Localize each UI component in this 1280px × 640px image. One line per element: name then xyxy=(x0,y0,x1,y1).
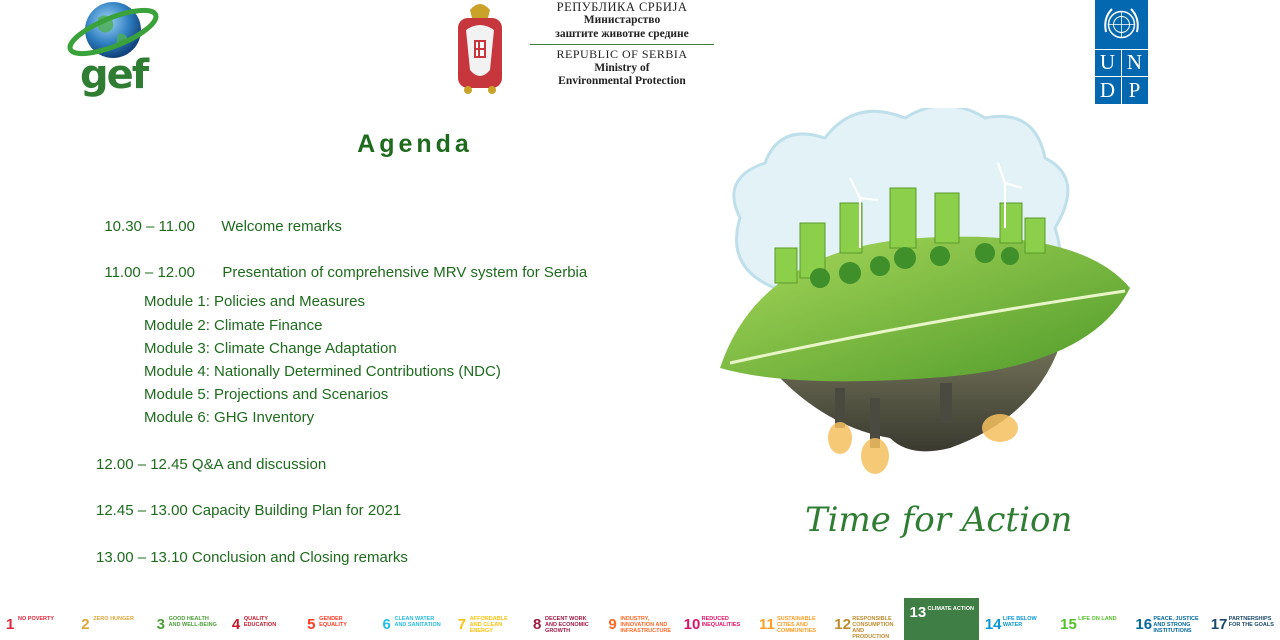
sdg-number: 7 xyxy=(457,616,467,633)
agenda-title: Agenda xyxy=(357,130,473,158)
sdg-goal-6 xyxy=(376,598,451,640)
ministry-latin-line1: Ministry of xyxy=(594,61,650,74)
sdg-number: 14 xyxy=(984,616,1002,633)
sdg-goal-8 xyxy=(527,598,602,640)
agenda-module: Module 4: Nationally Determined Contributions (NDC) xyxy=(144,363,501,380)
undp-letter: U xyxy=(1099,50,1116,74)
ministry-latin-line2: Environmental Protection xyxy=(558,74,686,87)
sdg-goal-13 xyxy=(904,598,979,640)
sdg-goal-1 xyxy=(0,598,75,640)
sdg-goal-7 xyxy=(452,598,527,640)
ministry-cyrillic-line2: заштите животне средине xyxy=(555,27,689,40)
sdg-goal-16 xyxy=(1129,598,1204,640)
agenda-item xyxy=(96,247,587,281)
agenda-item: 12.00 – 12.45 Q&A and discussion xyxy=(96,456,327,473)
sdg-number: 10 xyxy=(683,616,701,633)
sdg-label: GENDER EQUALITY xyxy=(319,616,347,629)
sdg-goal-4 xyxy=(226,598,301,640)
sdg-goal-17 xyxy=(1205,598,1280,640)
sdg-label: LIFE BELOW WATER xyxy=(1002,616,1037,629)
sdg-number: 9 xyxy=(608,616,617,633)
agenda-time: 11.00 – 12.00 xyxy=(104,264,195,281)
sdg-label: LIFE ON LAND xyxy=(1078,616,1117,622)
sdg-goal-9 xyxy=(602,598,677,640)
sdg-goal-2 xyxy=(75,598,150,640)
eco-leaf-illustration xyxy=(700,108,1160,498)
sdg-label: PEACE, JUSTICE AND STRONG INSTITUTIONS xyxy=(1153,616,1199,635)
serbia-coat-of-arms-icon xyxy=(452,0,508,104)
undp-logo xyxy=(1095,0,1148,104)
sdg-number: 6 xyxy=(382,616,391,633)
agenda-time: 10.30 – 11.00 xyxy=(104,218,195,235)
sdg-label: QUALITY EDUCATION xyxy=(243,616,277,629)
sdg-label: NO POVERTY xyxy=(18,616,55,622)
sdg-goal-3 xyxy=(151,598,226,640)
sdg-label: CLEAN WATER AND SANITATION xyxy=(394,616,441,629)
sdg-goal-5 xyxy=(301,598,376,640)
sdg-number: 5 xyxy=(307,616,316,633)
ministry-latin-title: REPUBLIC OF SERBIA xyxy=(556,46,688,61)
sdg-number: 15 xyxy=(1060,616,1077,633)
un-emblem-icon xyxy=(1101,4,1142,45)
sdg-label: DECENT WORK AND ECONOMIC GROWTH xyxy=(545,616,589,635)
sdg-goal-10 xyxy=(678,598,753,640)
sdg-number: 2 xyxy=(81,616,90,633)
sdg-number: 1 xyxy=(6,616,15,633)
agenda-module: Module 2: Climate Finance xyxy=(144,317,323,334)
undp-letter: D xyxy=(1099,78,1116,102)
agenda-item: 13.00 – 13.10 Conclusion and Closing remarks xyxy=(96,549,408,566)
sdg-goal-14 xyxy=(979,598,1054,640)
undp-letter: P xyxy=(1128,78,1141,102)
sdg-label: GOOD HEALTH AND WELL-BEING xyxy=(168,616,217,629)
time-for-action-tagline: Time for Action xyxy=(805,500,1073,540)
agenda-item: 12.45 – 13.00 Capacity Building Plan for 2021 xyxy=(96,502,402,519)
agenda-item xyxy=(96,201,342,235)
sdg-label: REDUCED INEQUALITIES xyxy=(701,616,741,629)
agenda-module: Module 3: Climate Change Adaptation xyxy=(144,340,397,357)
agenda-text: Welcome remarks xyxy=(221,218,342,235)
sdg-number: 8 xyxy=(533,616,542,633)
ministry-header xyxy=(452,0,722,106)
sdg-label: CLIMATE ACTION xyxy=(927,606,974,612)
sdg-label: SUSTAINABLE CITIES AND COMMUNITIES xyxy=(776,616,817,635)
sdg-strip xyxy=(0,598,1280,640)
sdg-goal-11 xyxy=(753,598,828,640)
agenda-module: Module 6: GHG Inventory xyxy=(144,409,315,426)
gef-wordmark: gef xyxy=(80,52,148,98)
sdg-label: RESPONSIBLE CONSUMPTION AND PRODUCTION xyxy=(852,616,894,640)
sdg-number: 13 xyxy=(909,604,927,621)
sdg-number: 12 xyxy=(834,616,851,633)
sdg-number: 3 xyxy=(156,616,165,633)
agenda-module: Module 5: Projections and Scenarios xyxy=(144,386,389,403)
undp-letter: N xyxy=(1126,50,1143,74)
sdg-number: 11 xyxy=(758,616,775,633)
ministry-cyrillic-line1: Министарство xyxy=(583,14,661,27)
ministry-divider xyxy=(530,44,714,45)
sdg-label: INDUSTRY, INNOVATION AND INFRASTRUCTURE xyxy=(620,616,672,635)
sdg-goal-15 xyxy=(1054,598,1129,640)
sdg-number: 16 xyxy=(1135,616,1153,633)
time-for-action-illustration xyxy=(700,108,1160,560)
sdg-goal-12 xyxy=(828,598,903,640)
sdg-number: 17 xyxy=(1210,616,1228,633)
sdg-label: AFFORDABLE AND CLEAN ENERGY xyxy=(469,616,508,635)
sdg-label: ZERO HUNGER xyxy=(93,616,134,622)
sdg-number: 4 xyxy=(231,616,241,633)
agenda-text: Presentation of comprehensive MRV system for Serbia xyxy=(222,264,588,281)
gef-logo xyxy=(60,0,170,108)
agenda-module: Module 1: Policies and Measures xyxy=(144,293,365,310)
sdg-label: PARTNERSHIPS FOR THE GOALS xyxy=(1228,616,1274,629)
ministry-cyrillic-title: РЕПУБЛИКА СРБИЈА xyxy=(556,0,688,14)
